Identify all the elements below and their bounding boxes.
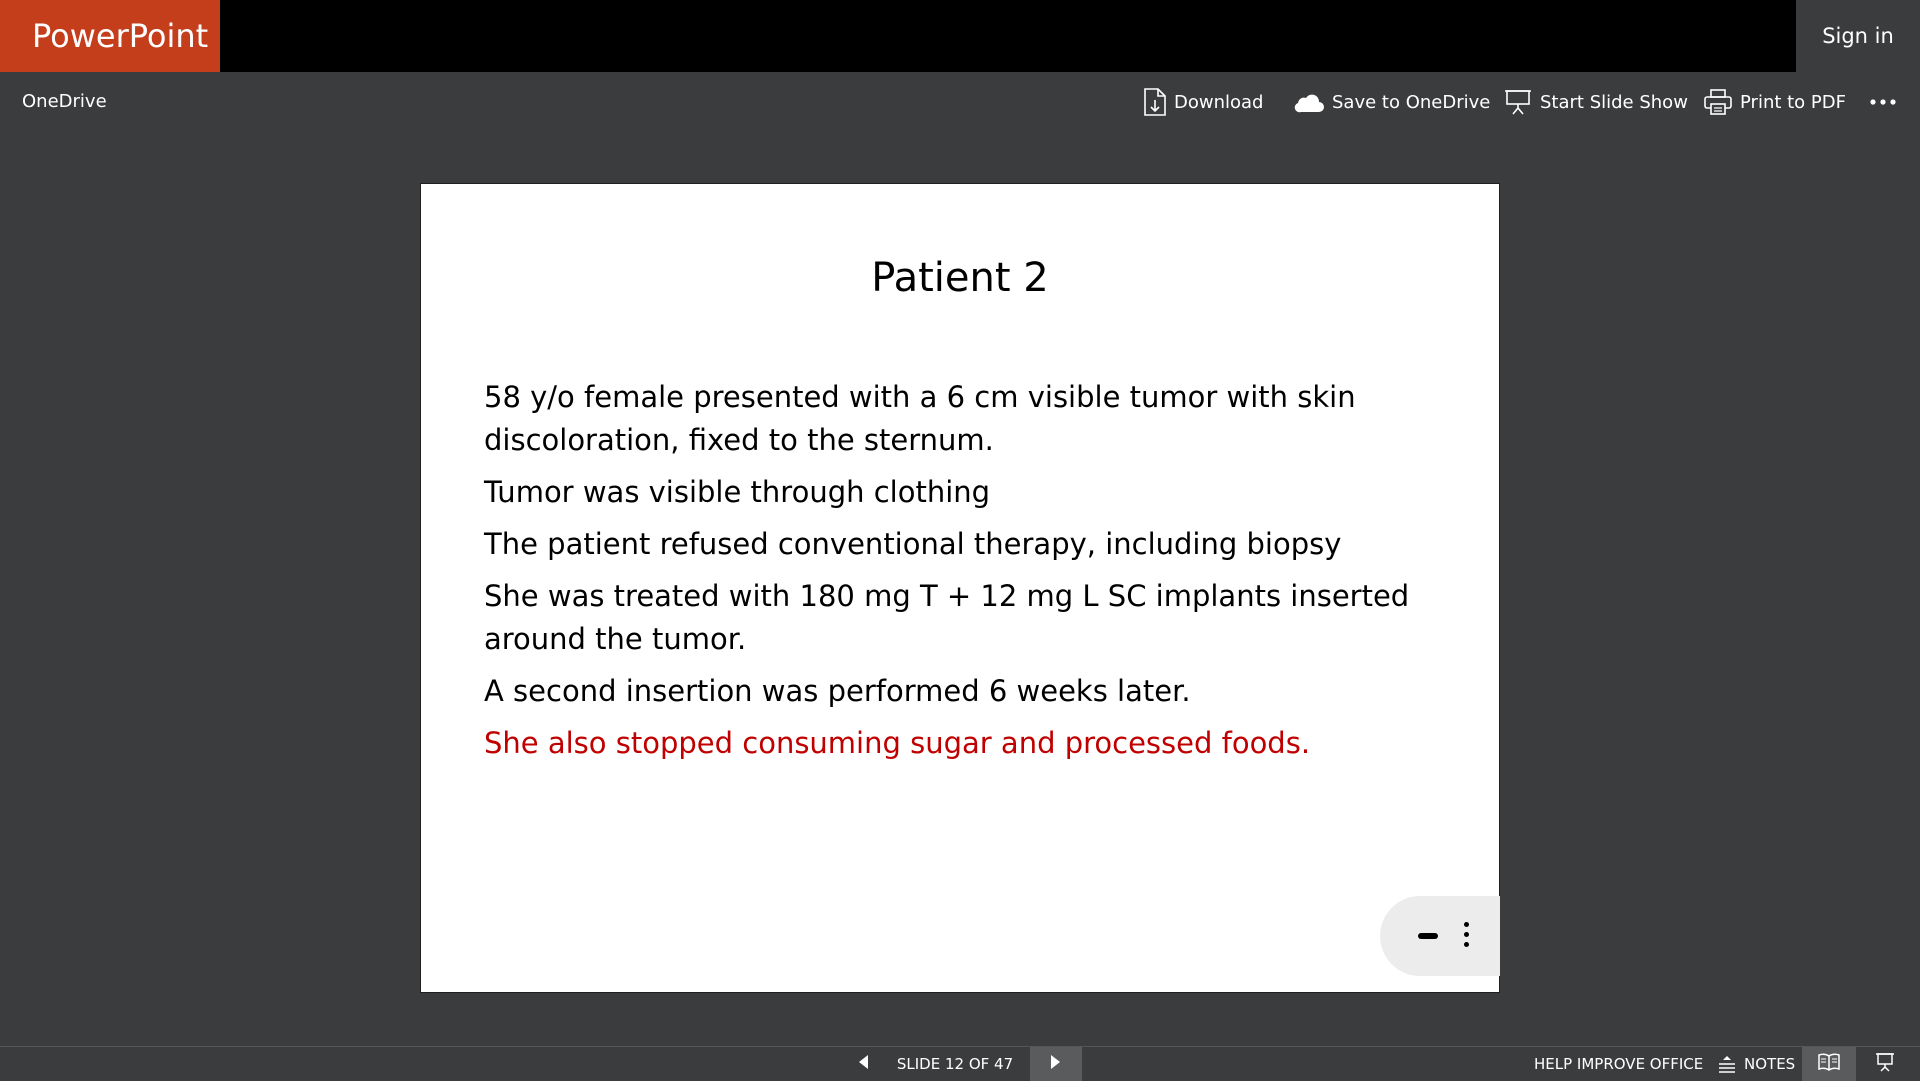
slide-bullet: She was treated with 180 mg T + 12 mg L SC implants inserted around the tumor. [484, 579, 1410, 656]
save-label: Save to OneDrive [1332, 91, 1491, 113]
slide-body [484, 376, 1434, 774]
toggle-icon[interactable] [1418, 933, 1438, 939]
triangle-right-icon [1050, 1054, 1062, 1074]
slide-title: Patient 2 [871, 255, 1049, 301]
printer-icon [1704, 89, 1732, 115]
slide-bullet-highlighted: She also stopped consuming sugar and processed foods. [484, 726, 1311, 760]
reading-view-button[interactable] [1802, 1047, 1856, 1081]
download-label: Download [1174, 91, 1264, 113]
download-button[interactable] [1144, 72, 1263, 132]
more-options-button[interactable] [1870, 72, 1904, 132]
triangle-left-icon [857, 1054, 869, 1074]
slideshow-label: Start Slide Show [1540, 91, 1688, 113]
presentation-view-button[interactable] [1868, 1047, 1902, 1081]
download-icon [1144, 88, 1166, 116]
projector-screen-icon [1875, 1052, 1895, 1076]
cloud-icon [1294, 91, 1324, 113]
print-to-pdf-button[interactable] [1704, 72, 1846, 132]
slide-bullet: The patient refused conventional therapy, including biopsy [484, 527, 1342, 561]
floating-slide-controls [1380, 896, 1500, 976]
notes-icon [1718, 1055, 1736, 1073]
notes-button[interactable] [1718, 1047, 1795, 1081]
slideshow-icon [1504, 89, 1532, 115]
ellipsis-icon [1870, 99, 1896, 105]
slide-counter: SLIDE 12 OF 47 [896, 1055, 1014, 1073]
slide-bullet: A second insertion was performed 6 weeks later. [484, 674, 1191, 708]
powerpoint-brand[interactable]: PowerPoint [0, 0, 220, 72]
onedrive-link[interactable]: OneDrive [22, 91, 107, 112]
status-bar [0, 1046, 1920, 1080]
print-label: Print to PDF [1740, 91, 1846, 113]
app-header [0, 0, 1920, 72]
next-slide-button[interactable] [1030, 1047, 1082, 1081]
save-to-onedrive-button[interactable] [1294, 72, 1490, 132]
start-slide-show-button[interactable] [1504, 72, 1688, 132]
command-bar [0, 72, 1920, 132]
book-icon [1818, 1053, 1840, 1075]
slide-bullet: Tumor was visible through clothing [484, 475, 991, 509]
notes-label: NOTES [1744, 1055, 1796, 1073]
help-improve-office-link[interactable]: HELP IMPROVE OFFICE [1534, 1055, 1704, 1073]
sign-in-button[interactable]: Sign in [1796, 0, 1920, 72]
previous-slide-button[interactable] [846, 1047, 880, 1081]
slide-bullet: 58 y/o female presented with a 6 cm visible tumor with skin discoloration, fixed to the sternum. [484, 380, 1356, 457]
vertical-ellipsis-icon[interactable] [1464, 922, 1470, 950]
